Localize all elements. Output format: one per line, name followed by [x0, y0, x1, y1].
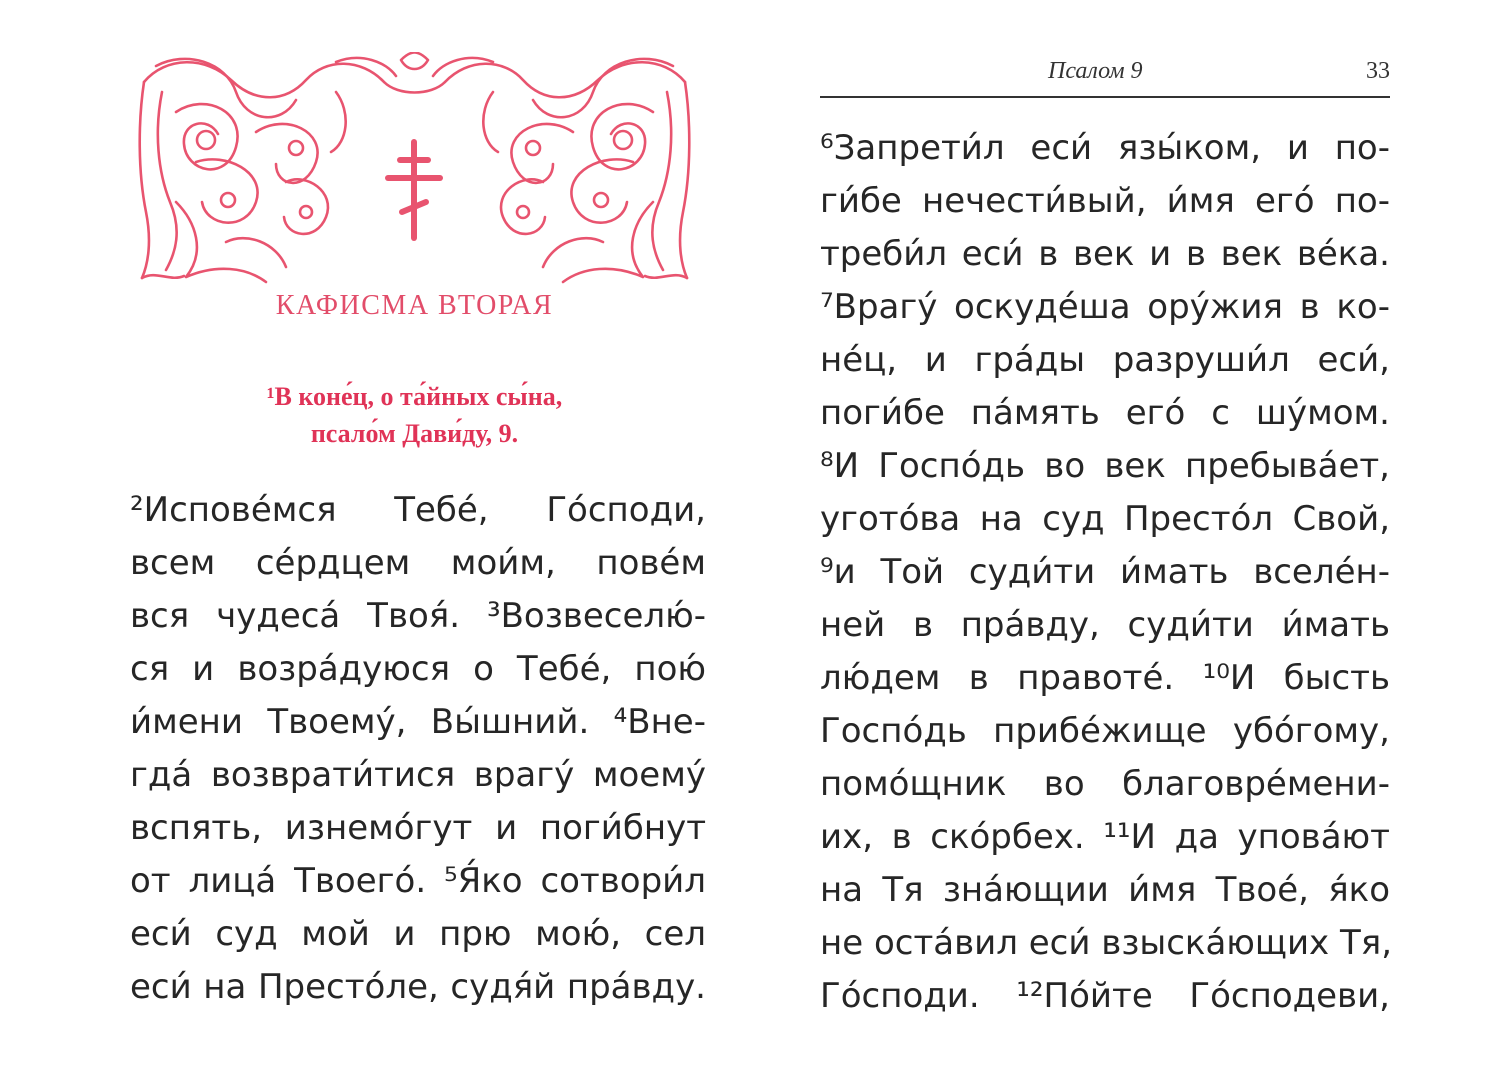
text-line: ней в пра́вду, суди́ти и́мать — [820, 605, 1390, 645]
kathisma-title: КАФИСМА ВТОРАЯ — [275, 290, 554, 321]
running-title: Псалом 9 — [1048, 58, 1143, 84]
text-line: их, в ско́рбех. ¹¹И да упова́ют — [820, 817, 1390, 857]
ornament-graphic — [136, 52, 693, 284]
running-header — [820, 56, 1390, 98]
psalm-heading — [136, 378, 693, 452]
text-line: ⁹и Той суди́ти и́мать вселе́н- — [820, 552, 1390, 592]
text-line: еси́ суд мой и прю мою́, сел — [130, 914, 706, 954]
right-page — [744, 0, 1488, 1080]
right-page-text — [820, 122, 1393, 1023]
page-number: 33 — [1366, 58, 1390, 84]
headpiece-ornament — [136, 52, 693, 284]
text-line: не оста́вил еси́ взыска́ющих Тя, — [820, 923, 1393, 963]
text-line: ⁸И Госпо́дь во век пребыва́ет, — [820, 446, 1390, 486]
text-line: поги́бе па́мять его́ с шу́мом. — [820, 393, 1390, 433]
text-line: треби́л еси́ в век и в век ве́ка. — [820, 234, 1390, 274]
text-line: вспять, изнемо́гут и поги́бнут — [130, 808, 706, 848]
text-line: Го́споди. ¹²По́йте Го́сподеви, — [820, 976, 1390, 1016]
text-line: ⁶Запрети́л еси́ язы́ком, и по- — [820, 128, 1390, 168]
text-line: на Тя зна́ющии и́мя Твое́, я́ко — [820, 870, 1390, 910]
text-line: ги́бе нечести́вый, и́мя его́ по- — [820, 181, 1390, 221]
psalm-heading-line: ¹В коне́ц, о та́йных сы́на, — [266, 382, 563, 411]
text-line: еси́ на Престо́ле, судя́й пра́вду. — [130, 967, 706, 1007]
text-line: и́мени Твоему́, Вы́шний. ⁴Вне- — [130, 702, 706, 742]
text-line: ся и возра́дуюся о Тебе́, пою́ — [130, 649, 706, 689]
left-page-text — [130, 484, 706, 1014]
text-line: лю́дем в правоте́. ¹⁰И бысть — [820, 658, 1390, 698]
text-line: не́ц, и гра́ды разруши́л еси́, — [820, 340, 1390, 380]
text-line: всем се́рдцем мои́м, пове́м — [130, 543, 706, 583]
text-line: гда́ возврати́тися врагу́ моему́ — [130, 755, 706, 795]
text-line: от лица́ Твоего́. ⁵Я́ко сотвори́л — [130, 861, 706, 901]
text-line: Госпо́дь прибе́жище убо́гому, — [820, 711, 1390, 751]
psalm-heading-line: псало́м Дави́ду, 9. — [310, 419, 519, 448]
text-line: ⁷Врагу́ оскуде́ша ору́жия в ко- — [820, 287, 1390, 327]
text-line: вся чудеса́ Твоя́. ³Возвеселю́- — [130, 596, 706, 636]
text-line: помо́щник во благовре́мени- — [820, 764, 1390, 804]
text-line: ²Испове́мся Тебе́, Го́споди, — [130, 490, 706, 530]
text-line: угото́ва на суд Престо́л Свой, — [820, 499, 1390, 539]
